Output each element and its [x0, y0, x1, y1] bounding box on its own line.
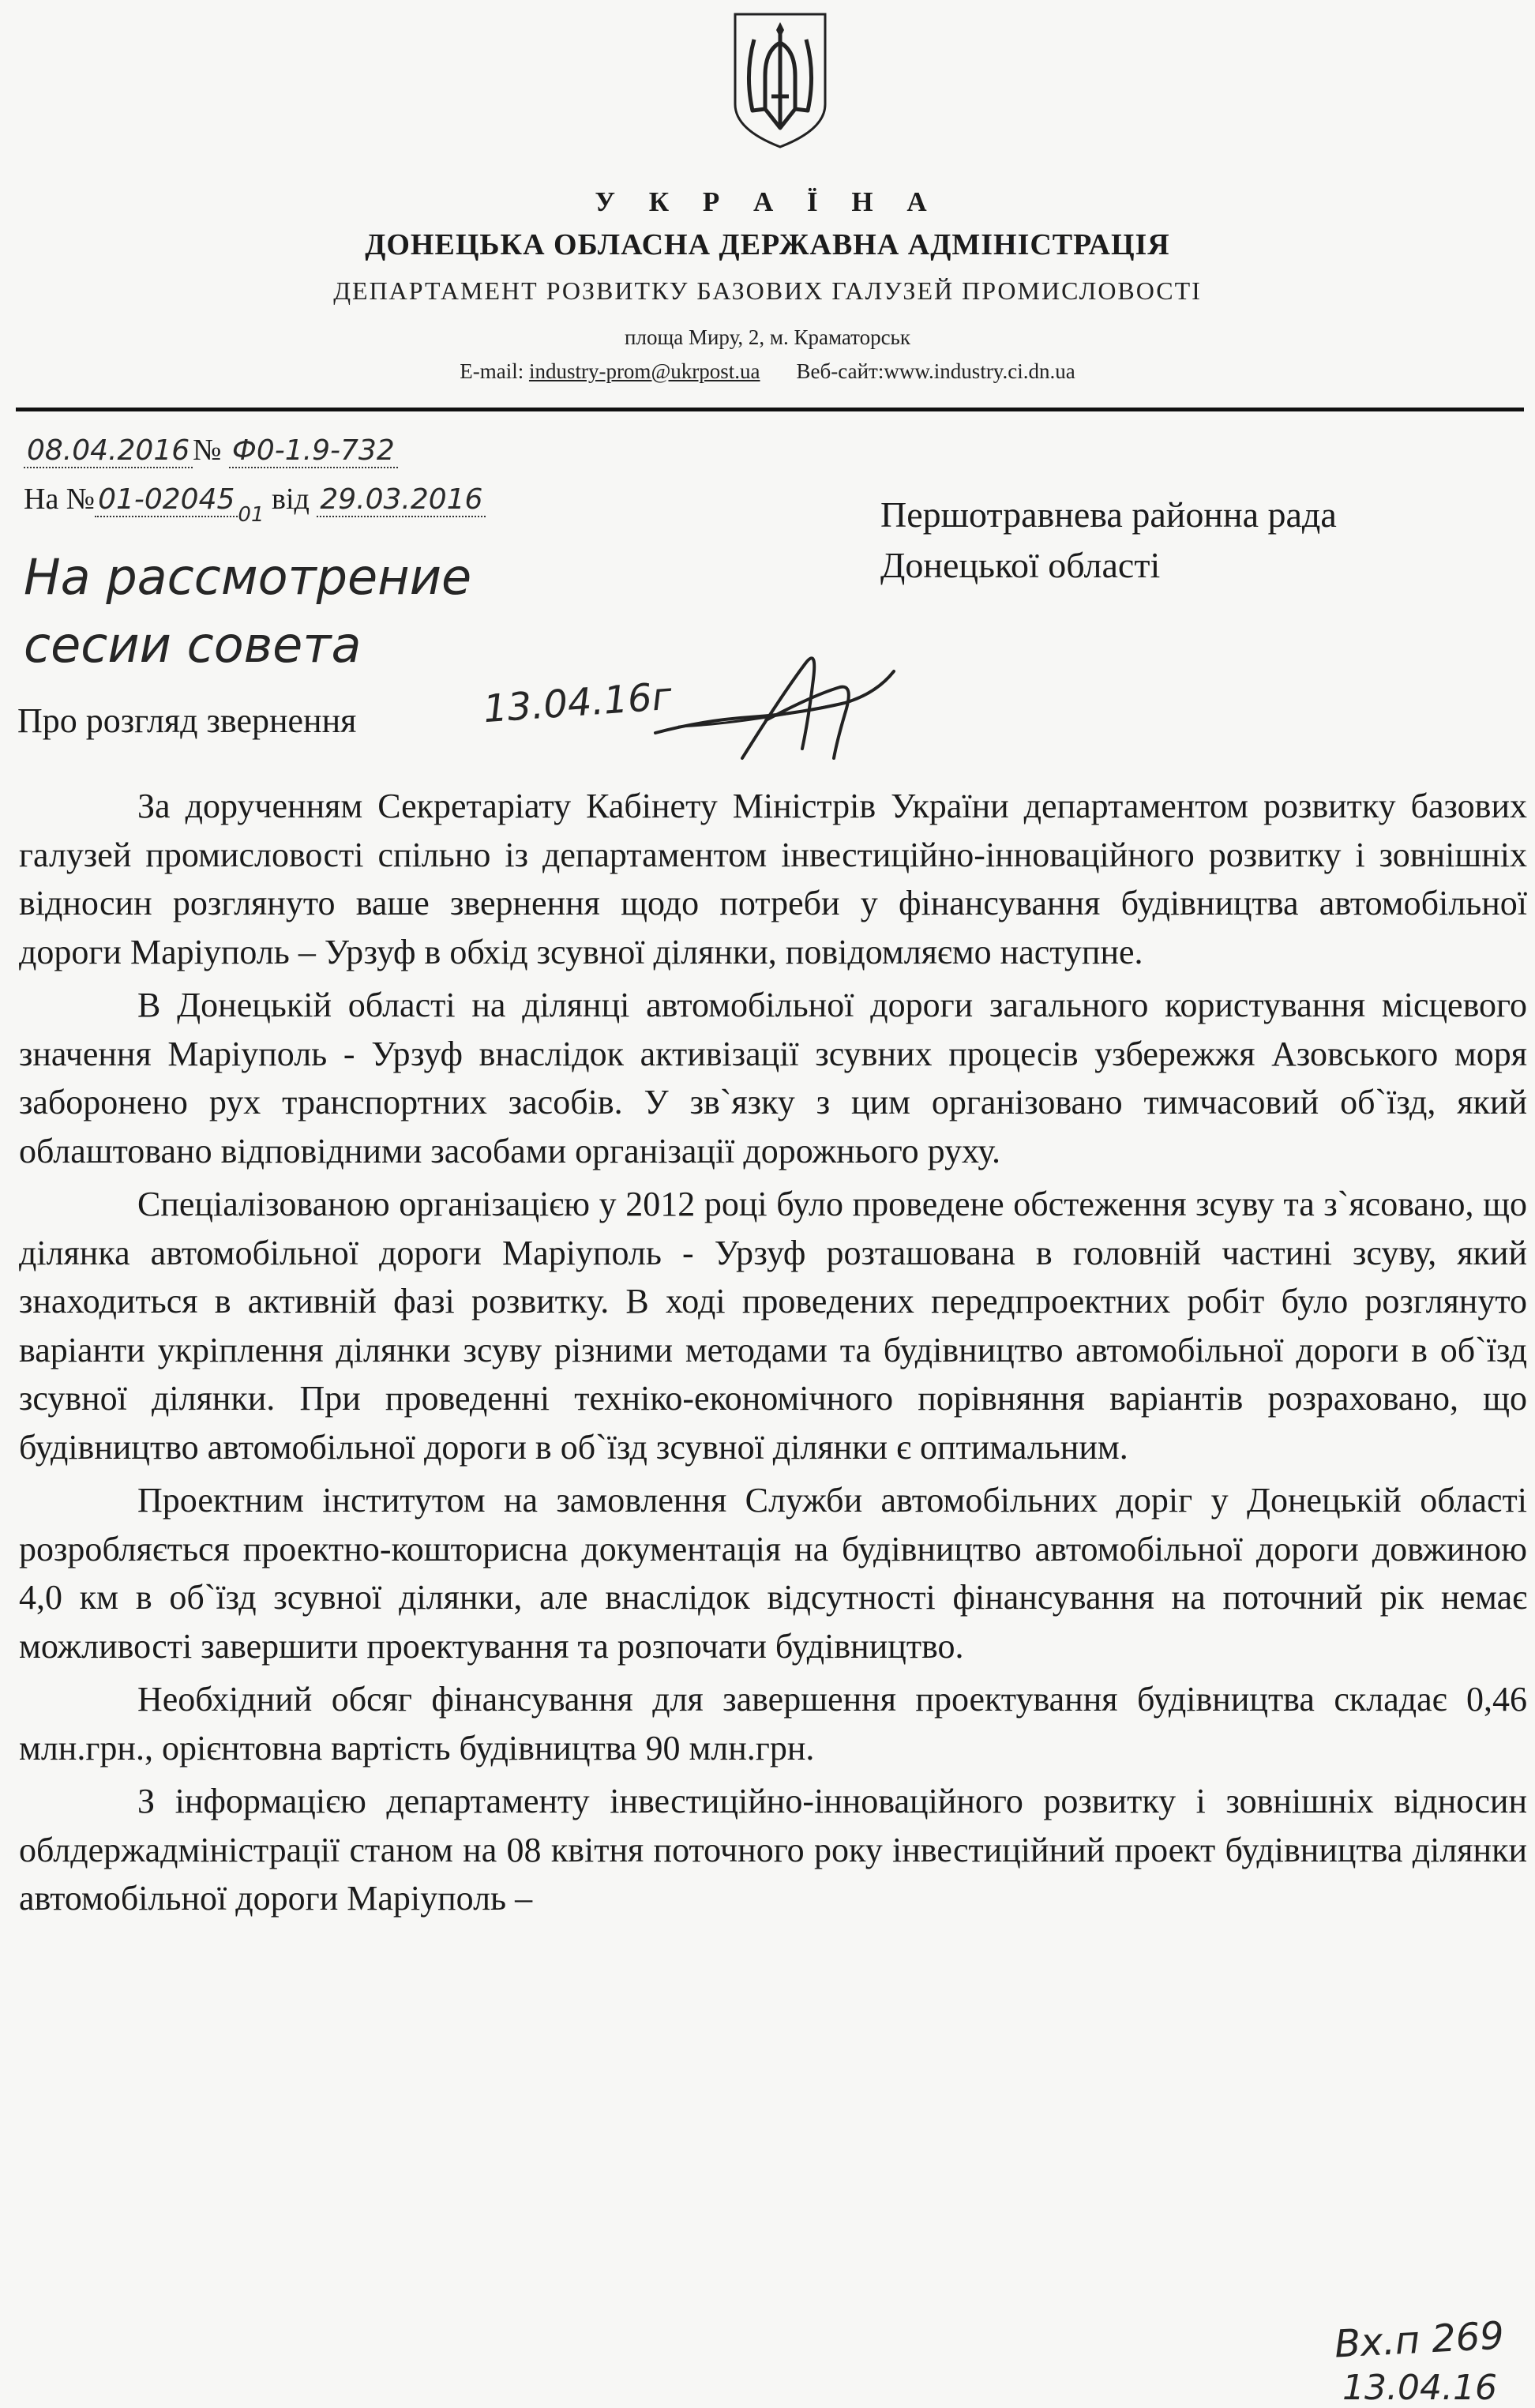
handwritten-resolution [24, 543, 471, 679]
body-paragraph: З інформацією департаменту інвестиційно-інноваційного розвитку і зовнішніх відносин облдержадміністрації станом на 08 квітня поточного року інвестиційний проект будівництва ділянки автомобільної дороги Маріуполь – [19, 1782, 1527, 1918]
header-divider [16, 408, 1524, 411]
body-paragraph: В Донецькій області на ділянці автомобільної дороги загального користування місцевого значення Маріуполь - Урзуф внаслідок активізації зсувних процесів узбережжя Азовського моря заборонено рух транспортних засобів. У зв`язку з цим організовано тимчасовий об`їзд, який облаштовано відповідними засобами організації дорожнього руху. [19, 986, 1527, 1170]
outgoing-registration [24, 433, 398, 468]
addressee-line-1: Першотравнева районна рада [880, 494, 1337, 535]
department-address: площа Миру, 2, м. Краматорськ [625, 325, 910, 349]
letter-body [19, 782, 1527, 1928]
reply-number: 01-02045 [95, 483, 238, 517]
incoming-date: 13.04.16 [1342, 2368, 1497, 2408]
addressee-line-2: Донецької області [880, 545, 1161, 585]
handwritten-signature [647, 648, 900, 766]
resolution-line-2: сесии совета [24, 616, 362, 674]
body-paragraph: Проектним інститутом на замовлення Служби автомобільних доріг у Донецькій області розробляється проектно-кошторисна документація на будівництво автомобільної дороги довжиною 4,0 км в об`їзд зсувної ділянки, але внаслідок відсутності фінансування на поточний рік немає можливості завершити проектування та розпочати будівництво. [19, 1481, 1527, 1666]
body-paragraph: За дорученням Секретаріату Кабінету Міністрів України департаментом розвитку базових галузей промисловості спільно із департаментом інвестиційно-інноваційного розвитку і зовнішніх відносин розглянуто ваше звернення щодо потреби у фінансування будівництва автомобільної дороги Маріуполь – Урзуф в обхід зсувної ділянки, повідомляємо наступне. [19, 787, 1527, 971]
email-link[interactable]: industry-prom@ukrpost.ua [528, 359, 760, 383]
coat-of-arms-icon [730, 11, 830, 150]
incoming-number: Вх.п 269 [1333, 2313, 1506, 2367]
reply-registration [24, 482, 486, 527]
addressee-block [880, 490, 1337, 591]
country-heading: У К Р А Ї Н А [595, 186, 940, 217]
resolution-date: 13.04.16г [482, 674, 674, 732]
resolution-line-1: На рассмотрение [24, 548, 472, 606]
administration-heading: ДОНЕЦЬКА ОБЛАСНА ДЕРЖАВНА АДМІНІСТРАЦІЯ [365, 228, 1170, 261]
reply-suffix: 01 [238, 503, 265, 527]
department-heading: ДЕПАРТАМЕНТ РОЗВИТКУ БАЗОВИХ ГАЛУЗЕЙ ПРОМИСЛОВОСТІ [333, 276, 1202, 305]
email-label: E-mail: [460, 359, 529, 383]
outgoing-number: Ф0-1.9-732 [229, 434, 398, 468]
reply-label: На № [24, 483, 96, 516]
outgoing-date: 08.04.2016 [24, 434, 193, 468]
website-text: Веб-сайт:www.industry.ci.dn.ua [796, 359, 1075, 383]
body-paragraph: Необхідний обсяг фінансування для завершення проектування будівництва складає 0,46 млн.грн., орієнтовна вартість будівництва 90 млн.грн. [19, 1680, 1527, 1767]
from-label: від [272, 483, 310, 516]
number-label: № [193, 434, 222, 467]
reply-date: 29.03.2016 [317, 483, 486, 517]
body-paragraph: Спеціалізованою організацією у 2012 році було проведене обстеження зсуву та з`ясовано, що ділянка автомобільної дороги Маріуполь - Урзуф розташована в головній частині зсуву, який знаходиться в активній фазі розвитку. В ході проведених передпроектних робіт було розглянуто варіанти укріплення ділянки зсуву різними методами та будівництво автомобільної дороги в об`їзд зсувної ділянки. При проведенні техніко-економічного порівняння варіантів розраховано, що будівництво автомобільної дороги в об`їзд зсувної ділянки є оптимальним. [19, 1185, 1527, 1467]
department-contacts [0, 359, 1535, 384]
letter-subject: Про розгляд звернення [17, 701, 357, 740]
